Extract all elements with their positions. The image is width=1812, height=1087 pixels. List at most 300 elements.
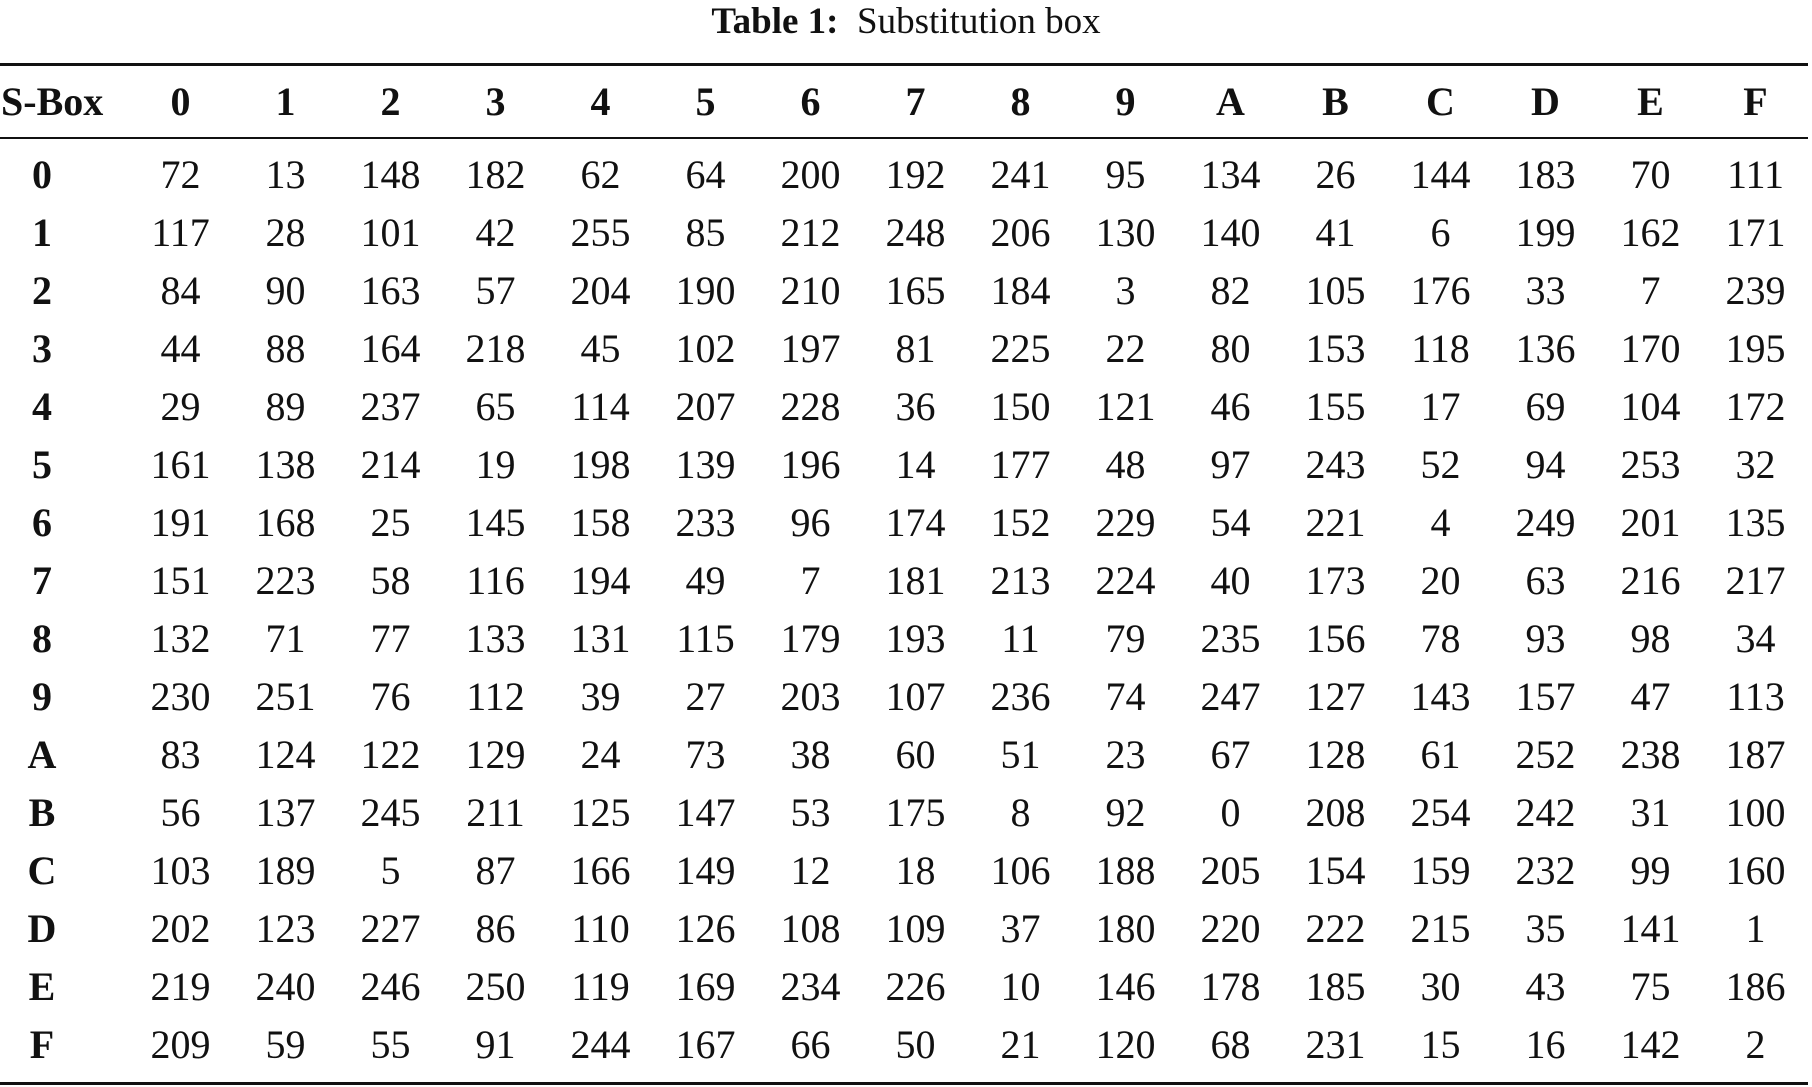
table-cell: 159 bbox=[1410, 848, 1471, 893]
table-bottom-rule bbox=[0, 1082, 1808, 1085]
table-cell: 28 bbox=[265, 210, 306, 255]
table-cell: 163 bbox=[360, 268, 421, 313]
table-cell: 156 bbox=[1305, 616, 1366, 661]
table-cell: 167 bbox=[675, 1022, 736, 1067]
table-cell: 42 bbox=[475, 210, 516, 255]
row-header: C bbox=[27, 848, 57, 893]
table-cell: 250 bbox=[465, 964, 526, 1009]
table-cell: 136 bbox=[1515, 326, 1576, 371]
table-cell: 130 bbox=[1095, 210, 1156, 255]
table-caption-label: Table 1: bbox=[711, 1, 839, 42]
table-cell: 124 bbox=[255, 732, 316, 777]
table-cell: 204 bbox=[570, 268, 631, 313]
table-cell: 5 bbox=[380, 848, 401, 893]
table-cell: 126 bbox=[675, 906, 736, 951]
table-cell: 211 bbox=[466, 790, 525, 835]
table-cell: 200 bbox=[780, 152, 841, 197]
table-row bbox=[0, 842, 1808, 900]
table-cell: 127 bbox=[1305, 674, 1366, 719]
table-cell: 245 bbox=[360, 790, 421, 835]
table-cell: 103 bbox=[150, 848, 211, 893]
substitution-box-table bbox=[0, 66, 1808, 1074]
table-caption bbox=[0, 2, 1812, 42]
table-cell: 68 bbox=[1210, 1022, 1251, 1067]
table-cell: 89 bbox=[265, 384, 306, 429]
column-header: D bbox=[1531, 78, 1560, 124]
table-cell: 98 bbox=[1630, 616, 1671, 661]
table-cell: 190 bbox=[675, 268, 736, 313]
table-cell: 161 bbox=[150, 442, 211, 487]
table-cell: 80 bbox=[1210, 326, 1251, 371]
table-cell: 36 bbox=[895, 384, 936, 429]
table-cell: 14 bbox=[895, 442, 936, 487]
table-cell: 243 bbox=[1305, 442, 1366, 487]
table-cell: 164 bbox=[360, 326, 421, 371]
table-cell: 255 bbox=[570, 210, 631, 255]
table-row bbox=[0, 378, 1808, 436]
column-header: 5 bbox=[695, 78, 716, 124]
table-cell: 154 bbox=[1305, 848, 1366, 893]
table-cell: 57 bbox=[475, 268, 516, 313]
table-row bbox=[0, 204, 1808, 262]
table-cell: 111 bbox=[1726, 152, 1785, 197]
table-cell: 216 bbox=[1620, 558, 1681, 603]
table-cell: 138 bbox=[255, 442, 316, 487]
table-cell: 40 bbox=[1210, 558, 1251, 603]
table-cell: 199 bbox=[1515, 210, 1576, 255]
table-header-row bbox=[0, 66, 1808, 137]
table-cell: 223 bbox=[255, 558, 316, 603]
table-cell: 39 bbox=[580, 674, 621, 719]
table-cell: 228 bbox=[780, 384, 841, 429]
table-cell: 176 bbox=[1410, 268, 1471, 313]
table-cell: 33 bbox=[1525, 268, 1566, 313]
table-cell: 73 bbox=[685, 732, 726, 777]
table-cell: 6 bbox=[1430, 210, 1451, 255]
table-cell: 240 bbox=[255, 964, 316, 1009]
table-row bbox=[0, 1016, 1808, 1074]
table-row bbox=[0, 494, 1808, 552]
table-cell: 203 bbox=[780, 674, 841, 719]
table-cell: 177 bbox=[990, 442, 1051, 487]
table-cell: 16 bbox=[1525, 1022, 1566, 1067]
table-cell: 12 bbox=[790, 848, 831, 893]
table-cell: 230 bbox=[150, 674, 211, 719]
table-cell: 122 bbox=[360, 732, 421, 777]
table-cell: 251 bbox=[255, 674, 316, 719]
table-cell: 105 bbox=[1305, 268, 1366, 313]
table-cell: 186 bbox=[1725, 964, 1786, 1009]
row-header: 3 bbox=[32, 326, 52, 371]
table-cell: 58 bbox=[370, 558, 411, 603]
table-cell: 148 bbox=[360, 152, 421, 197]
table-cell: 218 bbox=[465, 326, 526, 371]
table-cell: 208 bbox=[1305, 790, 1366, 835]
table-cell: 215 bbox=[1410, 906, 1471, 951]
table-cell: 50 bbox=[895, 1022, 936, 1067]
column-header: 1 bbox=[275, 78, 296, 124]
table-cell: 81 bbox=[895, 326, 936, 371]
table-cell: 94 bbox=[1525, 442, 1566, 487]
row-header: 8 bbox=[32, 616, 52, 661]
table-cell: 181 bbox=[885, 558, 946, 603]
table-cell: 241 bbox=[990, 152, 1051, 197]
table-cell: 118 bbox=[1411, 326, 1470, 371]
table-cell: 117 bbox=[151, 210, 210, 255]
table-cell: 69 bbox=[1525, 384, 1566, 429]
column-header: 2 bbox=[380, 78, 401, 124]
row-header: 4 bbox=[32, 384, 52, 429]
table-cell: 140 bbox=[1200, 210, 1261, 255]
table-cell: 10 bbox=[1000, 964, 1041, 1009]
table-cell: 59 bbox=[265, 1022, 306, 1067]
table-cell: 113 bbox=[1726, 674, 1785, 719]
table-cell: 253 bbox=[1620, 442, 1681, 487]
table-cell: 222 bbox=[1305, 906, 1366, 951]
table-cell: 179 bbox=[780, 616, 841, 661]
table-cell: 95 bbox=[1105, 152, 1146, 197]
column-header: 7 bbox=[905, 78, 926, 124]
table-cell: 133 bbox=[465, 616, 526, 661]
table-cell: 149 bbox=[675, 848, 736, 893]
table-cell: 78 bbox=[1420, 616, 1461, 661]
table-cell: 171 bbox=[1725, 210, 1786, 255]
table-cell: 196 bbox=[780, 442, 841, 487]
column-header: C bbox=[1426, 78, 1455, 124]
table-cell: 102 bbox=[675, 326, 736, 371]
table-cell: 157 bbox=[1515, 674, 1576, 719]
table-cell: 191 bbox=[150, 500, 211, 545]
table-cell: 82 bbox=[1210, 268, 1251, 313]
table-cell: 144 bbox=[1410, 152, 1471, 197]
table-row bbox=[0, 610, 1808, 668]
row-header: 5 bbox=[32, 442, 52, 487]
table-cell: 15 bbox=[1420, 1022, 1461, 1067]
table-cell: 152 bbox=[990, 500, 1051, 545]
table-cell: 43 bbox=[1525, 964, 1566, 1009]
table-cell: 244 bbox=[570, 1022, 631, 1067]
table-cell: 115 bbox=[676, 616, 735, 661]
table-cell: 207 bbox=[675, 384, 736, 429]
table-row bbox=[0, 958, 1808, 1016]
table-cell: 227 bbox=[360, 906, 421, 951]
table-cell: 21 bbox=[1000, 1022, 1041, 1067]
table-cell: 235 bbox=[1200, 616, 1261, 661]
table-cell: 72 bbox=[160, 152, 201, 197]
table-cell: 104 bbox=[1620, 384, 1681, 429]
table-cell: 209 bbox=[150, 1022, 211, 1067]
table-row bbox=[0, 726, 1808, 784]
column-header: B bbox=[1322, 78, 1349, 124]
column-header: F bbox=[1743, 78, 1768, 124]
row-header: 0 bbox=[32, 152, 52, 197]
table-cell: 141 bbox=[1620, 906, 1681, 951]
table-cell: 70 bbox=[1630, 152, 1671, 197]
table-cell: 197 bbox=[780, 326, 841, 371]
column-header: 8 bbox=[1010, 78, 1031, 124]
table-cell: 151 bbox=[150, 558, 211, 603]
table-cell: 219 bbox=[150, 964, 211, 1009]
row-header: D bbox=[27, 906, 57, 951]
column-header: 6 bbox=[800, 78, 821, 124]
column-header: 3 bbox=[485, 78, 506, 124]
table-cell: 220 bbox=[1200, 906, 1261, 951]
table-cell: 202 bbox=[150, 906, 211, 951]
row-header: 2 bbox=[32, 268, 52, 313]
table-cell: 34 bbox=[1735, 616, 1776, 661]
table-cell: 165 bbox=[885, 268, 946, 313]
column-header: 4 bbox=[590, 78, 611, 124]
table-cell: 76 bbox=[370, 674, 411, 719]
table-cell: 116 bbox=[466, 558, 525, 603]
table-cell: 162 bbox=[1620, 210, 1681, 255]
table-row bbox=[0, 137, 1808, 204]
row-header: 1 bbox=[32, 210, 52, 255]
table-cell: 99 bbox=[1630, 848, 1671, 893]
table-cell: 132 bbox=[150, 616, 211, 661]
table-cell: 169 bbox=[675, 964, 736, 1009]
table-cell: 189 bbox=[255, 848, 316, 893]
table-cell: 25 bbox=[370, 500, 411, 545]
table-cell: 7 bbox=[800, 558, 821, 603]
table-cell: 214 bbox=[360, 442, 421, 487]
table-cell: 86 bbox=[475, 906, 516, 951]
table-cell: 53 bbox=[790, 790, 831, 835]
table-cell: 79 bbox=[1105, 616, 1146, 661]
table-cell: 182 bbox=[465, 152, 526, 197]
table-cell: 238 bbox=[1620, 732, 1681, 777]
table-cell: 110 bbox=[571, 906, 630, 951]
table-cell: 47 bbox=[1630, 674, 1671, 719]
row-header: 6 bbox=[32, 500, 52, 545]
table-cell: 64 bbox=[685, 152, 726, 197]
table-cell: 119 bbox=[571, 964, 630, 1009]
table-row bbox=[0, 668, 1808, 726]
table-row bbox=[0, 436, 1808, 494]
table-cell: 51 bbox=[1000, 732, 1041, 777]
table-cell: 93 bbox=[1525, 616, 1566, 661]
table-cell: 62 bbox=[580, 152, 621, 197]
table-cell: 90 bbox=[265, 268, 306, 313]
table-cell: 134 bbox=[1200, 152, 1261, 197]
table-cell: 66 bbox=[790, 1022, 831, 1067]
table-cell: 55 bbox=[370, 1022, 411, 1067]
table-row bbox=[0, 262, 1808, 320]
table-cell: 252 bbox=[1515, 732, 1576, 777]
table-cell: 221 bbox=[1305, 500, 1366, 545]
table-cell: 198 bbox=[570, 442, 631, 487]
table-cell: 213 bbox=[990, 558, 1051, 603]
table-cell: 4 bbox=[1430, 500, 1451, 545]
table-cell: 180 bbox=[1095, 906, 1156, 951]
table-row bbox=[0, 552, 1808, 610]
table-cell: 142 bbox=[1620, 1022, 1681, 1067]
row-header: 9 bbox=[32, 674, 52, 719]
table-cell: 139 bbox=[675, 442, 736, 487]
corner-header: S-Box bbox=[1, 78, 104, 124]
table-cell: 92 bbox=[1105, 790, 1146, 835]
table-cell: 107 bbox=[885, 674, 946, 719]
table-cell: 217 bbox=[1725, 558, 1786, 603]
row-header: B bbox=[28, 790, 56, 835]
table-cell: 246 bbox=[360, 964, 421, 1009]
table-cell: 174 bbox=[885, 500, 946, 545]
table-cell: 123 bbox=[255, 906, 316, 951]
table-cell: 206 bbox=[990, 210, 1051, 255]
table-cell: 226 bbox=[885, 964, 946, 1009]
table-cell: 150 bbox=[990, 384, 1051, 429]
table-cell: 193 bbox=[885, 616, 946, 661]
table-cell: 74 bbox=[1105, 674, 1146, 719]
table-cell: 2 bbox=[1745, 1022, 1766, 1067]
table-cell: 183 bbox=[1515, 152, 1576, 197]
table-cell: 224 bbox=[1095, 558, 1156, 603]
table-caption-text: Substitution box bbox=[857, 1, 1101, 42]
table-cell: 153 bbox=[1305, 326, 1366, 371]
table-row bbox=[0, 320, 1808, 378]
table-cell: 26 bbox=[1315, 152, 1356, 197]
table-cell: 85 bbox=[685, 210, 726, 255]
table-cell: 249 bbox=[1515, 500, 1576, 545]
table-cell: 166 bbox=[570, 848, 631, 893]
table-cell: 146 bbox=[1095, 964, 1156, 1009]
table-cell: 83 bbox=[160, 732, 201, 777]
table-cell: 67 bbox=[1210, 732, 1251, 777]
table-cell: 17 bbox=[1420, 384, 1461, 429]
table-cell: 32 bbox=[1735, 442, 1776, 487]
table-cell: 88 bbox=[265, 326, 306, 371]
table-cell: 187 bbox=[1725, 732, 1786, 777]
table-cell: 96 bbox=[790, 500, 831, 545]
row-header: 7 bbox=[32, 558, 52, 603]
table-cell: 143 bbox=[1410, 674, 1471, 719]
row-header: F bbox=[29, 1022, 55, 1067]
column-header: E bbox=[1637, 78, 1664, 124]
table-cell: 234 bbox=[780, 964, 841, 1009]
table-cell: 233 bbox=[675, 500, 736, 545]
table-cell: 91 bbox=[475, 1022, 516, 1067]
table-cell: 75 bbox=[1630, 964, 1671, 1009]
table-cell: 225 bbox=[990, 326, 1051, 371]
table-cell: 232 bbox=[1515, 848, 1576, 893]
table-cell: 41 bbox=[1315, 210, 1356, 255]
table-cell: 52 bbox=[1420, 442, 1461, 487]
table-cell: 45 bbox=[580, 326, 621, 371]
table-cell: 109 bbox=[885, 906, 946, 951]
table-cell: 184 bbox=[990, 268, 1051, 313]
table-row bbox=[0, 900, 1808, 958]
table-cell: 3 bbox=[1115, 268, 1136, 313]
table-cell: 35 bbox=[1525, 906, 1566, 951]
table-cell: 155 bbox=[1305, 384, 1366, 429]
table-cell: 212 bbox=[780, 210, 841, 255]
table-cell: 7 bbox=[1640, 268, 1661, 313]
table-cell: 48 bbox=[1105, 442, 1146, 487]
column-header: 9 bbox=[1115, 78, 1136, 124]
table-row bbox=[0, 784, 1808, 842]
table-cell: 23 bbox=[1105, 732, 1146, 777]
table-cell: 178 bbox=[1200, 964, 1261, 1009]
table-cell: 247 bbox=[1200, 674, 1261, 719]
table-cell: 27 bbox=[685, 674, 726, 719]
table-cell: 173 bbox=[1305, 558, 1366, 603]
table-cell: 145 bbox=[465, 500, 526, 545]
table-cell: 237 bbox=[360, 384, 421, 429]
table-cell: 195 bbox=[1725, 326, 1786, 371]
row-header: A bbox=[27, 732, 57, 777]
table-cell: 201 bbox=[1620, 500, 1681, 545]
table-cell: 114 bbox=[571, 384, 630, 429]
table-cell: 49 bbox=[685, 558, 726, 603]
table-cell: 22 bbox=[1105, 326, 1146, 371]
table-cell: 38 bbox=[790, 732, 831, 777]
table-cell: 194 bbox=[570, 558, 631, 603]
table-body bbox=[0, 137, 1808, 1074]
table-cell: 125 bbox=[570, 790, 631, 835]
table-cell: 46 bbox=[1210, 384, 1251, 429]
table-cell: 87 bbox=[475, 848, 516, 893]
column-header: A bbox=[1216, 78, 1245, 124]
table-cell: 65 bbox=[475, 384, 516, 429]
table-cell: 172 bbox=[1725, 384, 1786, 429]
table-cell: 0 bbox=[1220, 790, 1241, 835]
table-cell: 131 bbox=[570, 616, 631, 661]
table-cell: 108 bbox=[780, 906, 841, 951]
table-cell: 168 bbox=[255, 500, 316, 545]
table-cell: 37 bbox=[1000, 906, 1041, 951]
table-cell: 121 bbox=[1095, 384, 1156, 429]
table-cell: 158 bbox=[570, 500, 631, 545]
table-cell: 160 bbox=[1725, 848, 1786, 893]
table-cell: 170 bbox=[1620, 326, 1681, 371]
table-cell: 18 bbox=[895, 848, 936, 893]
table-cell: 101 bbox=[360, 210, 421, 255]
table-cell: 239 bbox=[1725, 268, 1786, 313]
table-cell: 137 bbox=[255, 790, 316, 835]
table-cell: 112 bbox=[466, 674, 525, 719]
table-cell: 192 bbox=[885, 152, 946, 197]
table-cell: 24 bbox=[580, 732, 621, 777]
table-cell: 120 bbox=[1095, 1022, 1156, 1067]
table-cell: 242 bbox=[1515, 790, 1576, 835]
table-cell: 77 bbox=[370, 616, 411, 661]
table-cell: 30 bbox=[1420, 964, 1461, 1009]
table-cell: 128 bbox=[1305, 732, 1366, 777]
table-cell: 210 bbox=[780, 268, 841, 313]
table-cell: 19 bbox=[475, 442, 516, 487]
table-cell: 56 bbox=[160, 790, 201, 835]
table-cell: 97 bbox=[1210, 442, 1251, 487]
table-cell: 31 bbox=[1630, 790, 1671, 835]
table-cell: 205 bbox=[1200, 848, 1261, 893]
table-cell: 8 bbox=[1010, 790, 1031, 835]
table-cell: 11 bbox=[1001, 616, 1040, 661]
table-cell: 44 bbox=[160, 326, 201, 371]
table-cell: 100 bbox=[1725, 790, 1786, 835]
table-cell: 248 bbox=[885, 210, 946, 255]
table-cell: 20 bbox=[1420, 558, 1461, 603]
table-cell: 175 bbox=[885, 790, 946, 835]
table-cell: 29 bbox=[160, 384, 201, 429]
table-cell: 254 bbox=[1410, 790, 1471, 835]
table-cell: 135 bbox=[1725, 500, 1786, 545]
table-cell: 61 bbox=[1420, 732, 1461, 777]
table-cell: 60 bbox=[895, 732, 936, 777]
table-cell: 13 bbox=[265, 152, 306, 197]
table-cell: 147 bbox=[675, 790, 736, 835]
table-cell: 236 bbox=[990, 674, 1051, 719]
table-cell: 188 bbox=[1095, 848, 1156, 893]
